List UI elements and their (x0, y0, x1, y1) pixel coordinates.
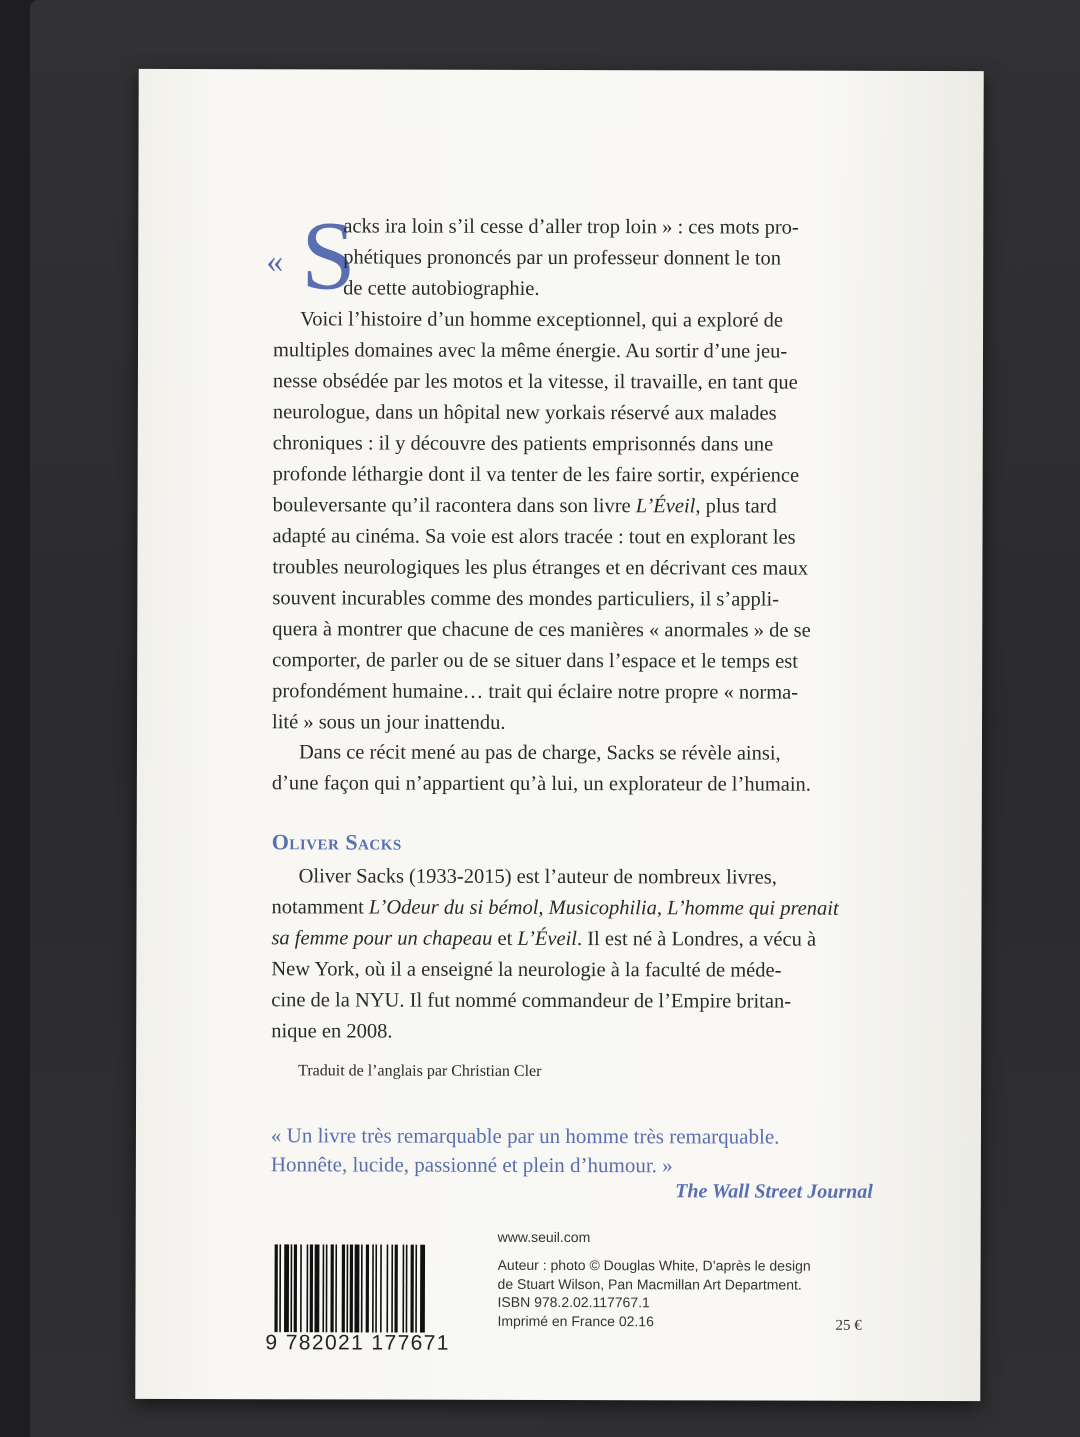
barcode-bar (346, 1244, 348, 1332)
bio-line: cine de la NYU. Il fut nommé commandeur de l’Empire britan- (271, 989, 792, 1013)
barcode-icon (272, 1244, 484, 1333)
author-heading: Oliver Sacks (271, 829, 402, 855)
bio-line: nique en 2008. (271, 1020, 393, 1043)
barcode-bar (300, 1244, 302, 1332)
bio-text: et (492, 927, 518, 950)
barcode-bar (322, 1244, 324, 1332)
barcode-bar (366, 1244, 369, 1332)
barcode-bar (375, 1245, 377, 1333)
intro-line-3: de cette autobiographie. (343, 277, 540, 300)
barcode-bar (394, 1245, 397, 1333)
p2-line: d’une façon qui n’appartient qu’à lui, un explorateur de l’humain. (271, 772, 811, 796)
p1-text: bouleversante qu’il racontera dans son livre (272, 494, 636, 518)
barcode-bar (420, 1245, 425, 1333)
p1-line: neurologue, dans un hôpital new yorkais réservé aux malades (272, 401, 777, 425)
barcode-bar (279, 1244, 281, 1332)
p1-line-with-title (273, 490, 878, 523)
barcode-bar (361, 1244, 363, 1332)
barcode-bar (354, 1244, 359, 1332)
bio-line-titles (271, 923, 876, 956)
publisher-info (497, 1256, 837, 1331)
quote-line-1: « Un livre très remarquable par un homme très remarquable. (270, 1123, 780, 1149)
barcode-bar (274, 1244, 277, 1332)
p1-line: multiples domaines avec la même énergie. Au sortir d’une jeu- (272, 339, 788, 363)
p1-line: chroniques : il y découvre des patients emprisonnés dans une (272, 432, 774, 456)
barcode-bar (386, 1245, 388, 1333)
intro-line-1: acks ira loin s’il cesse d’aller trop loin » : ces mots pro- (343, 215, 799, 239)
p1-text: , plus tard (695, 495, 777, 518)
author-bio (271, 861, 876, 1049)
bio-line: Oliver Sacks (1933-2015) est l’auteur de nombreux livres, (298, 865, 777, 889)
barcode-bar (314, 1244, 319, 1332)
p1-line: troubles neurologiques les plus étranges et en décrivant ces maux (272, 556, 809, 580)
p1-line: comporter, de parler ou de se situer dans l’espace et le temps est (272, 649, 798, 673)
p1-line: adapté au cinéma. Sa voie est alors tracée : tout en explorant les (272, 525, 796, 549)
drop-cap-letter: S (301, 202, 356, 311)
barcode-bar (330, 1244, 333, 1332)
intro-text (343, 211, 878, 305)
barcode-bar (406, 1245, 408, 1333)
p1-line: Voici l’histoire d’un homme exceptionnel, qui a exploré de (300, 308, 784, 332)
barcode-digits: 9 782021 177671 (265, 1331, 450, 1355)
credit-line: de Stuart Wilson, Pan Macmillan Art Department. (497, 1275, 802, 1293)
summary-paragraph-2 (272, 737, 877, 801)
printed-info: Imprimé en France 02.16 (497, 1312, 654, 1329)
barcode-bar (326, 1244, 328, 1332)
quote-source: The Wall Street Journal (675, 1180, 873, 1203)
bio-text: . Il est né à Londres, a vécu à (576, 928, 817, 951)
bio-line: New York, où il a enseigné la neurologie à la faculté de méde- (271, 958, 782, 982)
book-title: L’Éveil (517, 927, 578, 951)
p1-line: quera à montrer que chacune de ces manières « anormales » de se (272, 618, 811, 642)
bio-text: notamment (271, 896, 369, 919)
book-title: sa femme pour un chapeau (271, 927, 493, 950)
p1-line: nesse obsédée par les motos et la vitesse, il travaille, en tant que (272, 370, 798, 394)
translator-credit: Traduit de l’anglais par Christian Cler (298, 1062, 542, 1080)
book-titles: L’Odeur du si bémol, Musicophilia, L’homme qui prenait (368, 896, 839, 920)
intro-line-2: phétiques prononcés par un professeur donnent le ton (343, 246, 782, 270)
barcode-bar (294, 1244, 297, 1332)
p2-line: Dans ce récit mené au pas de charge, Sacks se révèle ainsi, (298, 741, 781, 765)
barcode-bar (372, 1245, 374, 1333)
barcode-bar (306, 1244, 308, 1332)
p1-line: profonde léthargie dont il va tenter de les faire sortir, expérience (272, 463, 800, 487)
barcode-bar (402, 1245, 404, 1333)
bio-line-titles (272, 892, 877, 925)
summary-paragraph-1 (272, 304, 878, 740)
barcode-bar (342, 1244, 345, 1332)
credit-line: Auteur : photo © Douglas White, D’après le design (497, 1256, 811, 1274)
barcode-bar (415, 1245, 417, 1333)
barcode-bar (350, 1244, 353, 1332)
isbn: ISBN 978.2.02.117767.1 (497, 1293, 650, 1311)
barcode-bar (391, 1245, 393, 1333)
price: 25 € (835, 1317, 862, 1334)
p1-line: profondément humaine… trait qui éclaire notre propre « norma- (272, 680, 799, 704)
barcode-bar (290, 1244, 292, 1332)
p1-line: lité » sous un jour inattendu. (272, 711, 506, 734)
publisher-website: www.seuil.com (497, 1228, 591, 1246)
book-title-eveil: L’Éveil (635, 495, 696, 518)
barcode-bar (310, 1244, 313, 1332)
opening-guillemet: « (266, 243, 284, 281)
p1-line: souvent incurables comme des mondes particuliers, il s’appli- (272, 587, 780, 611)
book-back-cover (135, 69, 983, 1401)
barcode-bar (335, 1244, 337, 1332)
quote-line-2: Honnête, lucide, passionné et plein d’humour. » (270, 1152, 673, 1178)
press-quote (271, 1121, 876, 1181)
barcode-bar (284, 1244, 289, 1332)
barcode-bar (380, 1245, 382, 1333)
barcode-bar (410, 1245, 413, 1333)
